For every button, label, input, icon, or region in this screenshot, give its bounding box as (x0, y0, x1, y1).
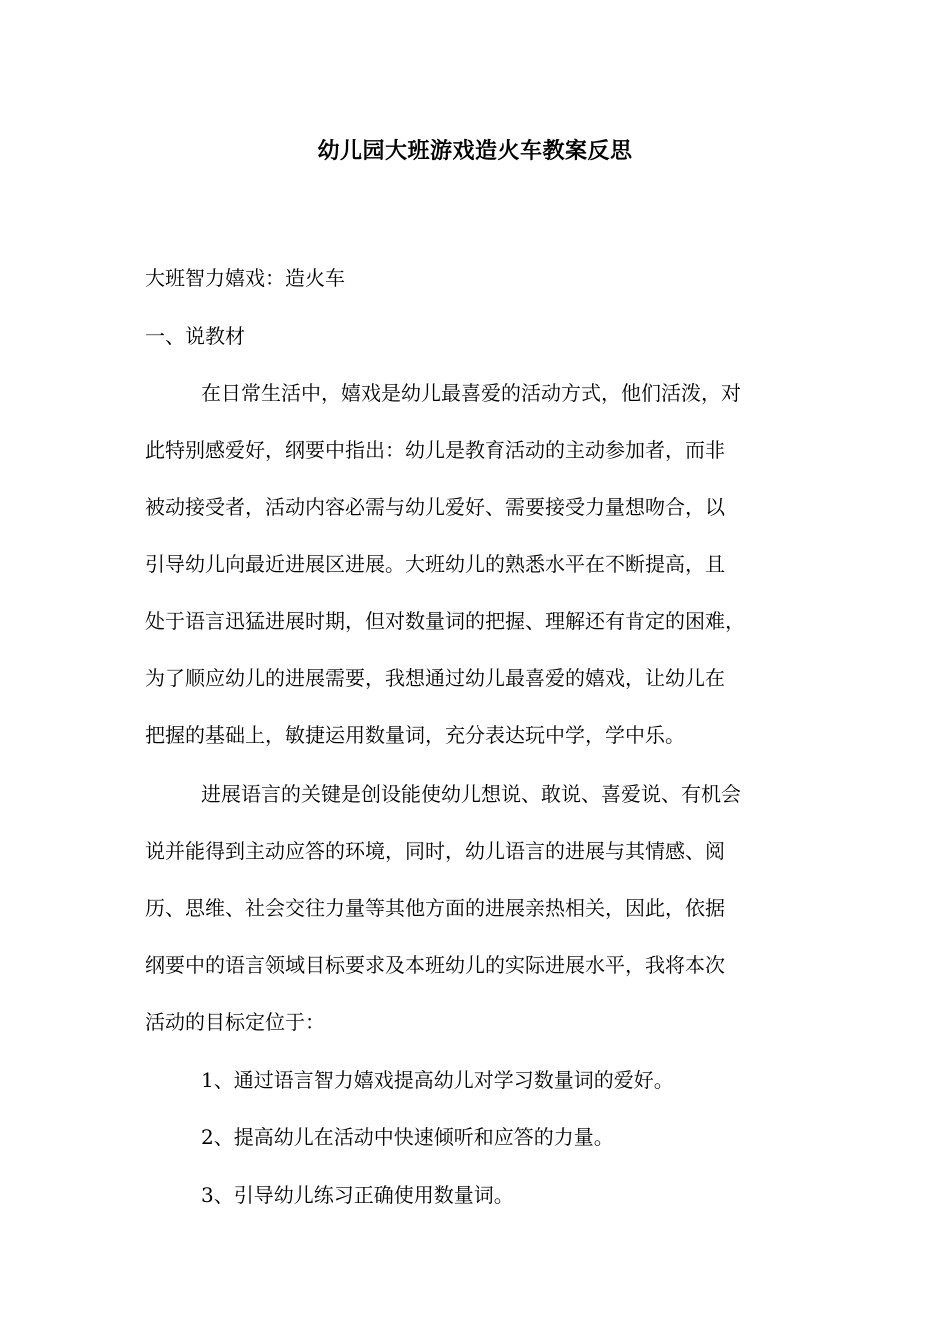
goal-item: 2、提高幼儿在活动中快速倾听和应答的力量。 (201, 1125, 614, 1149)
paragraph1-line: 把握的基础上，敏捷运用数量词，充分表达玩中学，学中乐。 (145, 723, 685, 747)
paragraph2-line: 纲要中的语言领域目标要求及本班幼儿的实际进展水平，我将本次 (145, 953, 725, 977)
activity-subtitle: 大班智力嬉戏：造火车 (145, 266, 345, 290)
paragraph2-line: 进展语言的关键是创设能使幼儿想说、敢说、喜爱说、有机会 (201, 782, 741, 806)
paragraph1-line: 处于语言迅猛进展时期，但对数量词的把握、理解还有肯定的困难， (145, 609, 745, 633)
goal-item: 1、通过语言智力嬉戏提高幼儿对学习数量词的爱好。 (201, 1068, 674, 1092)
paragraph1-line: 此特别感爱好，纲要中指出：幼儿是教育活动的主动参加者，而非 (145, 438, 725, 462)
paragraph2-line: 历、思维、社会交往力量等其他方面的进展亲热相关，因此，依据 (145, 896, 725, 920)
paragraph1-line: 在日常生活中，嬉戏是幼儿最喜爱的活动方式，他们活泼，对 (201, 381, 741, 405)
paragraph1-line: 为了顺应幼儿的进展需要，我想通过幼儿最喜爱的嬉戏，让幼儿在 (145, 666, 725, 690)
section-heading: 一、说教材 (145, 324, 245, 348)
document-title: 幼儿园大班游戏造火车教案反思 (317, 138, 633, 164)
paragraph1-line: 被动接受者，活动内容必需与幼儿爱好、需要接受力量想吻合，以 (145, 495, 725, 519)
paragraph2-line: 活动的目标定位于： (145, 1010, 325, 1034)
goal-item: 3、引导幼儿练习正确使用数量词。 (201, 1183, 514, 1207)
paragraph2-line: 说并能得到主动应答的环境，同时，幼儿语言的进展与其情感、阅 (145, 839, 725, 863)
paragraph1-line: 引导幼儿向最近进展区进展。大班幼儿的熟悉水平在不断提高，且 (145, 552, 725, 576)
